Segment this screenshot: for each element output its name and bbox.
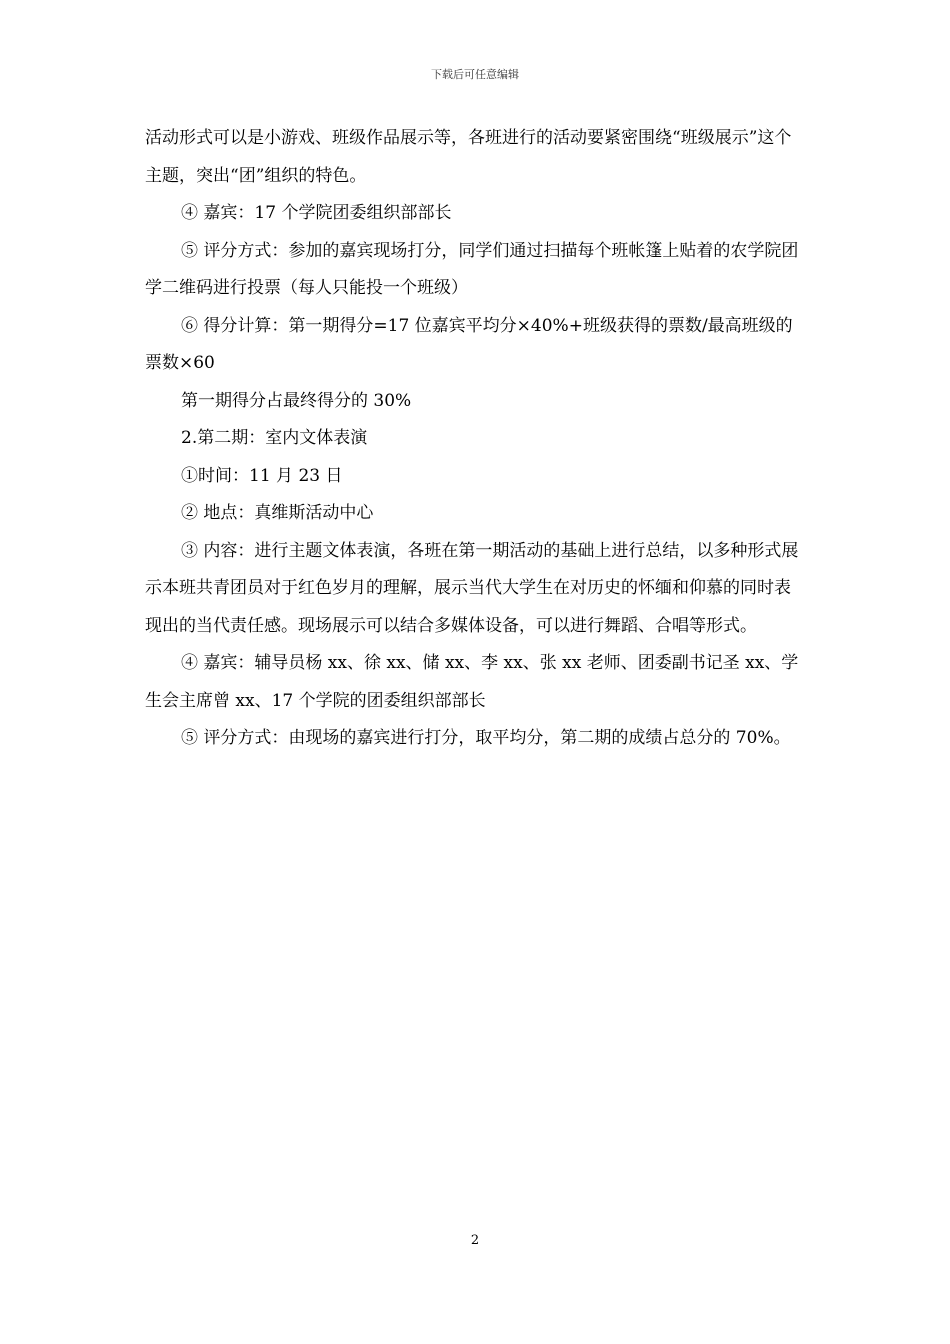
paragraph: ② 地点：真维斯活动中心 bbox=[181, 503, 374, 523]
document-body bbox=[145, 120, 805, 758]
paragraph: ③ 内容：进行主题文体表演，各班在第一期活动的基础上进行总结，以多种形式展示本班共青团员对于红色岁月的理解，展示当代大学生在对历史的怀缅和仰慕的同时表现出的当代责任感。现场展示可以结合多媒体设备，可以进行舞蹈、合唱等形式。 bbox=[145, 540, 799, 636]
paragraph: ①时间：11 月 23 日 bbox=[181, 465, 343, 486]
paragraph: 2.第二期：室内文体表演 bbox=[181, 428, 368, 448]
paragraph: ⑤ 评分方式：参加的嘉宾现场打分，同学们通过扫描每个班帐篷上贴着的农学院团学二维码进行投票（每人只能投一个班级） bbox=[145, 240, 799, 298]
page-header: 下载后可任意编辑 bbox=[431, 68, 519, 81]
paragraph: ⑥ 得分计算：第一期得分=17 位嘉宾平均分×40%+班级获得的票数/最高班级的票数×60 bbox=[145, 315, 793, 373]
page-number: 2 bbox=[470, 1233, 480, 1248]
paragraph: ⑤ 评分方式：由现场的嘉宾进行打分，取平均分，第二期的成绩占总分的 70%。 bbox=[181, 728, 791, 748]
paragraph: 第一期得分占最终得分的 30% bbox=[181, 390, 412, 411]
paragraph: 活动形式可以是小游戏、班级作品展示等，各班进行的活动要紧密围绕“班级展示”这个主题，突出“团”组织的特色。 bbox=[145, 128, 792, 186]
paragraph: ④ 嘉宾：17 个学院团委组织部部长 bbox=[181, 203, 452, 223]
paragraph: ④ 嘉宾：辅导员杨 xx、徐 xx、储 xx、李 xx、张 xx 老师、团委副书记圣 xx、学生会主席曾 xx、17 个学院的团委组织部部长 bbox=[145, 653, 799, 711]
